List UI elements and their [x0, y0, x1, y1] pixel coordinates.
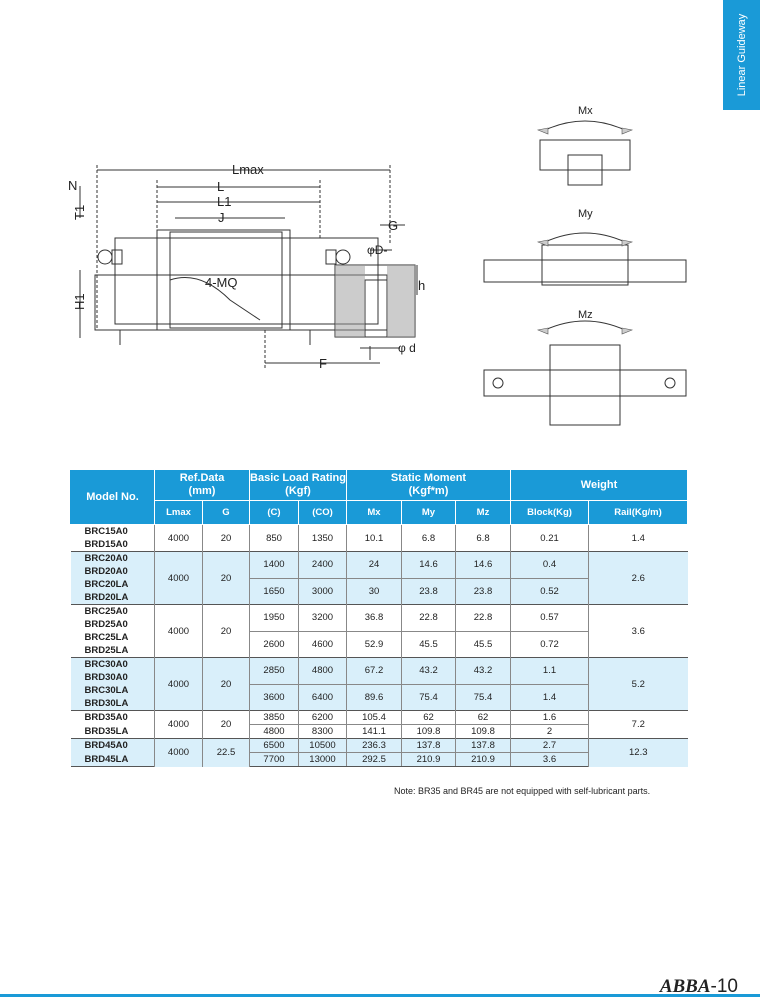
label-f: F	[319, 356, 327, 371]
co-cell: 13000	[299, 753, 347, 767]
label-mx: Mx	[578, 105, 593, 117]
co-cell: 3200	[299, 605, 347, 632]
my-cell: 14.6	[402, 552, 456, 579]
mx-cell: 105.4	[347, 711, 402, 725]
mx-cell: 30	[347, 578, 402, 605]
mx-cell: 236.3	[347, 739, 402, 753]
header-load	[250, 470, 347, 501]
header-my: My	[402, 501, 456, 525]
c-cell: 850	[250, 525, 299, 552]
co-cell: 2400	[299, 552, 347, 579]
block-cell: 3.6	[511, 753, 589, 767]
model-cell: BRD30A0	[71, 671, 155, 684]
label-l: L	[217, 179, 225, 194]
mx-cell: 292.5	[347, 753, 402, 767]
block-cell: 0.21	[511, 525, 589, 552]
g-cell: 22.5	[203, 739, 250, 767]
block-cell: 0.57	[511, 605, 589, 632]
moment-diagrams	[480, 100, 690, 430]
rail-cell: 1.4	[589, 525, 688, 552]
my-cell: 22.8	[402, 605, 456, 632]
rail-cell: 2.6	[589, 552, 688, 605]
co-cell: 1350	[299, 525, 347, 552]
my-cell: 137.8	[402, 739, 456, 753]
mx-cell: 52.9	[347, 631, 402, 658]
co-cell: 4800	[299, 658, 347, 685]
header-lmax: Lmax	[155, 501, 203, 525]
g-cell: 20	[203, 711, 250, 739]
mz-cell: 14.6	[456, 552, 511, 579]
co-cell: 6400	[299, 684, 347, 711]
table-row	[71, 711, 688, 725]
header-rail: Rail(Kg/m)	[589, 501, 688, 525]
co-cell: 6200	[299, 711, 347, 725]
block-cell: 1.1	[511, 658, 589, 685]
label-t1: T1	[72, 204, 87, 220]
block-cell: 0.4	[511, 552, 589, 579]
model-cell: BRD20LA	[71, 591, 155, 605]
lmax-cell: 4000	[155, 525, 203, 552]
header-weight: Weight	[511, 470, 688, 501]
block-cell: 0.72	[511, 631, 589, 658]
model-cell: BRD30LA	[71, 697, 155, 711]
table-row	[71, 525, 688, 539]
model-cell: BRC25A0	[71, 605, 155, 619]
c-cell: 1950	[250, 605, 299, 632]
model-cell: BRC30A0	[71, 658, 155, 672]
header-g: G	[203, 501, 250, 525]
page-number: -10	[710, 976, 738, 997]
block-cell: 2	[511, 725, 589, 739]
co-cell: 8300	[299, 725, 347, 739]
mx-cell: 141.1	[347, 725, 402, 739]
label-mz: Mz	[578, 309, 593, 321]
header-load-line1: Basic Load Rating	[250, 472, 346, 484]
table-note: Note: BR35 and BR45 are not equipped with self-lubricant parts.	[394, 786, 651, 796]
block-cell: 1.4	[511, 684, 589, 711]
model-cell: BRC20LA	[71, 578, 155, 591]
label-h1: H1	[72, 293, 87, 310]
header-mx: Mx	[347, 501, 402, 525]
c-cell: 2600	[250, 631, 299, 658]
my-cell: 62	[402, 711, 456, 725]
model-cell: BRD15A0	[71, 538, 155, 552]
header-c: (C)	[250, 501, 299, 525]
c-cell: 1650	[250, 578, 299, 605]
mz-cell: 23.8	[456, 578, 511, 605]
model-cell: BRC15A0	[71, 525, 155, 539]
footer-rule	[0, 994, 760, 997]
label-mq: 4-MQ	[205, 275, 238, 290]
label-h: h	[418, 278, 426, 293]
header-moment	[347, 470, 511, 501]
header-ref-line1: Ref.Data	[179, 472, 225, 484]
header-block: Block(Kg)	[511, 501, 589, 525]
header-load-line2: (Kgf)	[285, 485, 311, 497]
model-cell: BRD35LA	[71, 725, 155, 739]
header-moment-line1: Static Moment	[390, 472, 467, 484]
c-cell: 3600	[250, 684, 299, 711]
mz-cell: 109.8	[456, 725, 511, 739]
c-cell: 4800	[250, 725, 299, 739]
mz-cell: 6.8	[456, 525, 511, 552]
c-cell: 6500	[250, 739, 299, 753]
rail-cell: 5.2	[589, 658, 688, 711]
model-cell: BRD35A0	[71, 711, 155, 725]
model-cell: BRD25LA	[71, 644, 155, 658]
block-cell: 0.52	[511, 578, 589, 605]
block-cell: 2.7	[511, 739, 589, 753]
label-n: N	[68, 178, 78, 193]
rail-cell: 7.2	[589, 711, 688, 739]
g-cell: 20	[203, 605, 250, 658]
mx-cell: 36.8	[347, 605, 402, 632]
label-my: My	[578, 208, 593, 220]
table-row	[71, 552, 688, 566]
table-row	[71, 658, 688, 672]
model-cell: BRD25A0	[71, 618, 155, 631]
mx-cell: 10.1	[347, 525, 402, 552]
g-cell: 20	[203, 658, 250, 711]
my-cell: 210.9	[402, 753, 456, 767]
dimension-drawing	[60, 150, 440, 380]
header-ref-line2: (mm)	[188, 485, 216, 497]
lmax-cell: 4000	[155, 739, 203, 767]
mz-cell: 45.5	[456, 631, 511, 658]
rail-cell: 12.3	[589, 739, 688, 767]
mz-cell: 137.8	[456, 739, 511, 753]
header-model: Model No.	[71, 470, 155, 525]
my-cell: 109.8	[402, 725, 456, 739]
g-cell: 20	[203, 552, 250, 605]
mz-cell: 43.2	[456, 658, 511, 685]
spec-table	[70, 469, 688, 767]
model-cell: BRC25LA	[71, 631, 155, 644]
g-cell: 20	[203, 525, 250, 552]
co-cell: 3000	[299, 578, 347, 605]
side-tab	[723, 0, 760, 110]
co-cell: 10500	[299, 739, 347, 753]
my-cell: 23.8	[402, 578, 456, 605]
mz-cell: 22.8	[456, 605, 511, 632]
c-cell: 2850	[250, 658, 299, 685]
model-cell: BRD20A0	[71, 565, 155, 578]
label-j: J	[218, 210, 225, 225]
mx-cell: 89.6	[347, 684, 402, 711]
label-lmax: Lmax	[232, 162, 264, 177]
header-co: (CO)	[299, 501, 347, 525]
co-cell: 4600	[299, 631, 347, 658]
model-cell: BRD45LA	[71, 753, 155, 767]
mz-cell: 210.9	[456, 753, 511, 767]
lmax-cell: 4000	[155, 658, 203, 711]
model-cell: BRC30LA	[71, 684, 155, 697]
table-row	[71, 605, 688, 619]
mz-cell: 75.4	[456, 684, 511, 711]
header-mz: Mz	[456, 501, 511, 525]
model-cell: BRD45A0	[71, 739, 155, 753]
header-ref	[155, 470, 250, 501]
model-cell: BRC20A0	[71, 552, 155, 566]
label-phi-d-upper: φD-	[367, 243, 388, 257]
header-moment-line2: (Kgf*m)	[408, 485, 449, 497]
label-g: G	[388, 218, 399, 233]
side-tab-label: Linear Guideway	[735, 13, 748, 97]
footer-brand	[660, 976, 738, 998]
mz-cell: 62	[456, 711, 511, 725]
label-phi-d-lower: φ d	[398, 341, 416, 355]
label-l1: L1	[217, 194, 232, 209]
brand-name: ABBA	[659, 976, 711, 997]
my-cell: 6.8	[402, 525, 456, 552]
lmax-cell: 4000	[155, 605, 203, 658]
my-cell: 45.5	[402, 631, 456, 658]
c-cell: 7700	[250, 753, 299, 767]
lmax-cell: 4000	[155, 552, 203, 605]
mx-cell: 67.2	[347, 658, 402, 685]
rail-cell: 3.6	[589, 605, 688, 658]
table-row	[71, 739, 688, 753]
spec-table-body	[71, 525, 688, 767]
c-cell: 1400	[250, 552, 299, 579]
block-cell: 1.6	[511, 711, 589, 725]
mx-cell: 24	[347, 552, 402, 579]
c-cell: 3850	[250, 711, 299, 725]
lmax-cell: 4000	[155, 711, 203, 739]
my-cell: 43.2	[402, 658, 456, 685]
my-cell: 75.4	[402, 684, 456, 711]
